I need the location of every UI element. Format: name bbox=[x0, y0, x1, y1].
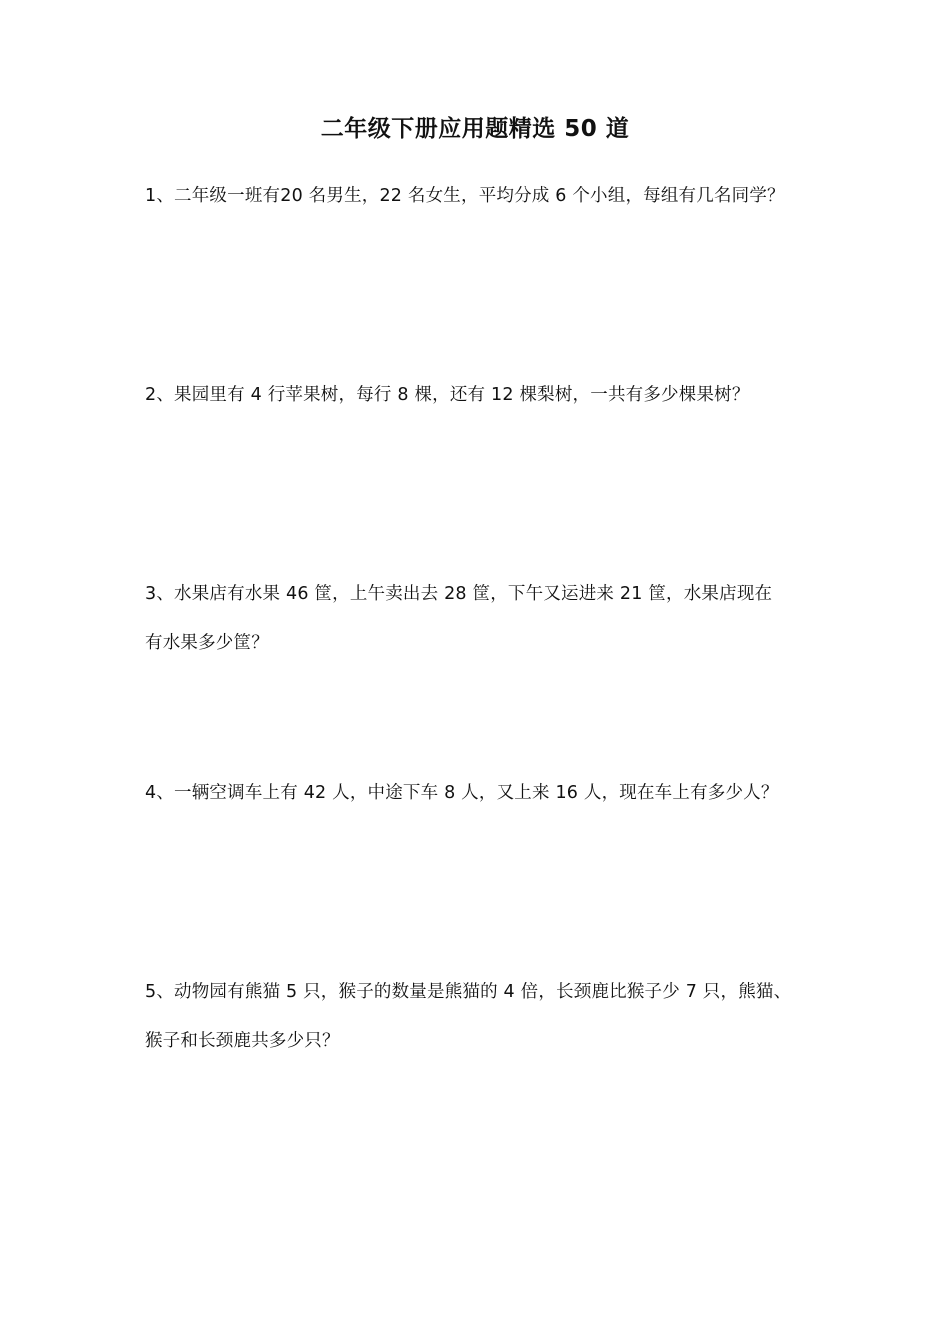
page-title: 二年级下册应用题精选 50 道 bbox=[320, 116, 630, 142]
question-3-line-2: 有水果多少筐？ bbox=[145, 633, 269, 653]
question-4-line-1: 4、一辆空调车上有 42 人，中途下车 8 人，又上来 16 人，现在车上有多少人？ bbox=[145, 783, 779, 803]
question-5-line-2: 猴子和长颈鹿共多少只？ bbox=[145, 1031, 340, 1051]
question-5-line-1: 5、动物园有熊猫 5 只，猴子的数量是熊猫的 4 倍，长颈鹿比猴子少 7 只，熊猫、 bbox=[145, 982, 792, 1002]
question-1-line-1: 1、二年级一班有20 名男生，22 名女生，平均分成 6 个小组，每组有几名同学？ bbox=[145, 186, 785, 206]
question-3-line-1: 3、水果店有水果 46 筐，上午卖出去 28 筐，下午又运进来 21 筐，水果店现在 bbox=[145, 584, 773, 604]
question-2-line-1: 2、果园里有 4 行苹果树，每行 8 棵，还有 12 棵梨树，一共有多少棵果树？ bbox=[145, 385, 750, 405]
question-4 bbox=[145, 769, 825, 818]
question-2 bbox=[145, 371, 825, 420]
question-1 bbox=[145, 172, 825, 221]
question-3 bbox=[145, 570, 825, 668]
question-5 bbox=[145, 968, 825, 1066]
